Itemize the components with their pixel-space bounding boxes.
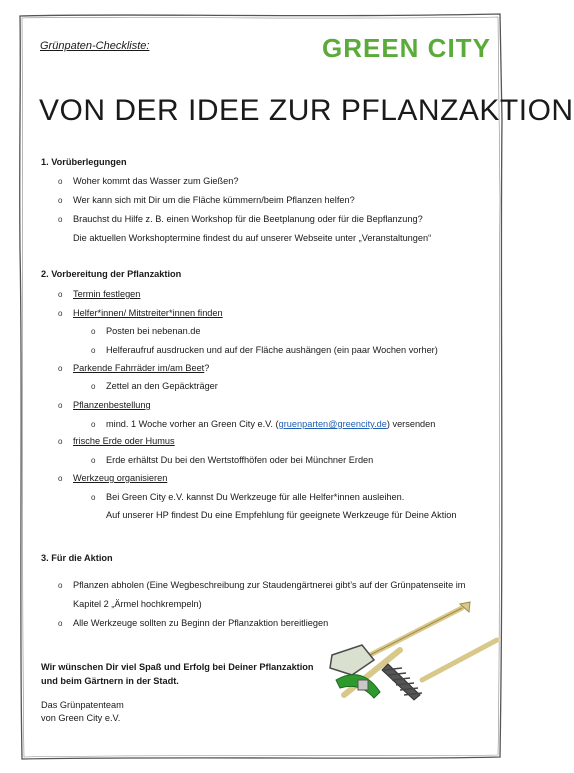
bullet-icon: o (58, 619, 63, 628)
bullet-icon: o (58, 215, 63, 224)
list-item: Pflanzenbestellung (73, 400, 151, 410)
bullet-icon: o (91, 420, 96, 429)
list-item: Helfer*innen/ Mitstreiter*innen finden (73, 308, 223, 318)
list-item-continuation: Kapitel 2 „Ärmel hochkrempeln) (73, 599, 202, 609)
bullet-icon: o (58, 581, 63, 590)
bullet-icon: o (91, 456, 96, 465)
bullet-icon: o (91, 327, 96, 336)
bullet-icon: o (58, 290, 63, 299)
email-link[interactable]: gruenparten@greencity.de (278, 419, 387, 429)
list-item-continuation: Die aktuellen Workshoptermine findest du auf unserer Webseite unter „Veranstaltungen“ (73, 233, 432, 243)
signature: Das Grünpatenteam (41, 700, 124, 710)
bullet-icon: o (91, 493, 96, 502)
list-item: Alle Werkzeuge sollten zu Beginn der Pflanzaktion bereitliegen (73, 618, 329, 628)
signature: von Green City e.V. (41, 713, 121, 723)
garden-tools-illustration (322, 600, 502, 740)
list-item: Wer kann sich mit Dir um die Fläche kümmern/beim Pflanzen helfen? (73, 195, 355, 205)
checklist-label: Grünpaten-Checkliste: (40, 40, 150, 52)
list-item: frische Erde oder Humus (73, 436, 175, 446)
bullet-icon: o (91, 382, 96, 391)
list-item-suffix: ? (204, 363, 210, 373)
green-city-logo: GREEN CITY (322, 33, 491, 63)
bullet-icon: o (91, 346, 96, 355)
sub-list-item: Bei Green City e.V. kannst Du Werkzeuge für alle Helfer*innen ausleihen. (106, 492, 405, 502)
closing-text: Wir wünschen Dir viel Spaß und Erfolg bei Deiner Pflanzaktion (41, 662, 314, 672)
bullet-icon: o (58, 437, 63, 446)
list-item: Brauchst du Hilfe z. B. einen Workshop für die Beetplanung oder für die Bepflanzung? (73, 214, 423, 224)
closing-text: und beim Gärtnern in der Stadt. (41, 676, 179, 686)
list-item: Pflanzen abholen (Eine Wegbeschreibung zur Staudengärtnerei gibt’s auf der Grünpatenseite im (73, 580, 466, 590)
bullet-icon: o (58, 474, 63, 483)
bullet-icon: o (58, 401, 63, 410)
section-heading: 1. Vorüberlegungen (41, 157, 127, 167)
sub-list-item: Erde erhältst Du bei den Wertstoffhöfen oder bei Münchner Erden (106, 455, 374, 465)
text-segment: ) versenden (386, 419, 436, 429)
sub-list-item: Posten bei nebenan.de (106, 326, 201, 336)
sub-list-item (106, 419, 435, 429)
section-heading: 3. Für die Aktion (41, 553, 113, 563)
sub-list-item: Helferaufruf ausdrucken und auf der Fläche aushängen (ein paar Wochen vorher) (106, 345, 438, 355)
list-item: Termin festlegen (73, 289, 141, 299)
list-item: Werkzeug organisieren (73, 473, 168, 483)
bullet-icon: o (58, 196, 63, 205)
list-item: Woher kommt das Wasser zum Gießen? (73, 176, 239, 186)
list-item-text: Parkende Fahrräder im/am Beet (73, 363, 205, 373)
page-title: VON DER IDEE ZUR PFLANZAKTION (39, 94, 574, 127)
bullet-icon: o (58, 177, 63, 186)
bullet-icon: o (58, 309, 63, 318)
section-heading: 2. Vorbereitung der Pflanzaktion (41, 269, 182, 279)
sub-list-item-continuation: Auf unserer HP findest Du eine Empfehlung für geeignete Werkzeuge für Deine Aktion (106, 510, 457, 520)
list-item (73, 363, 209, 373)
sub-list-item: Zettel an den Gepäckträger (106, 381, 218, 391)
text-segment: mind. 1 Woche vorher an Green City e.V. ( (106, 419, 279, 429)
bullet-icon: o (58, 364, 63, 373)
